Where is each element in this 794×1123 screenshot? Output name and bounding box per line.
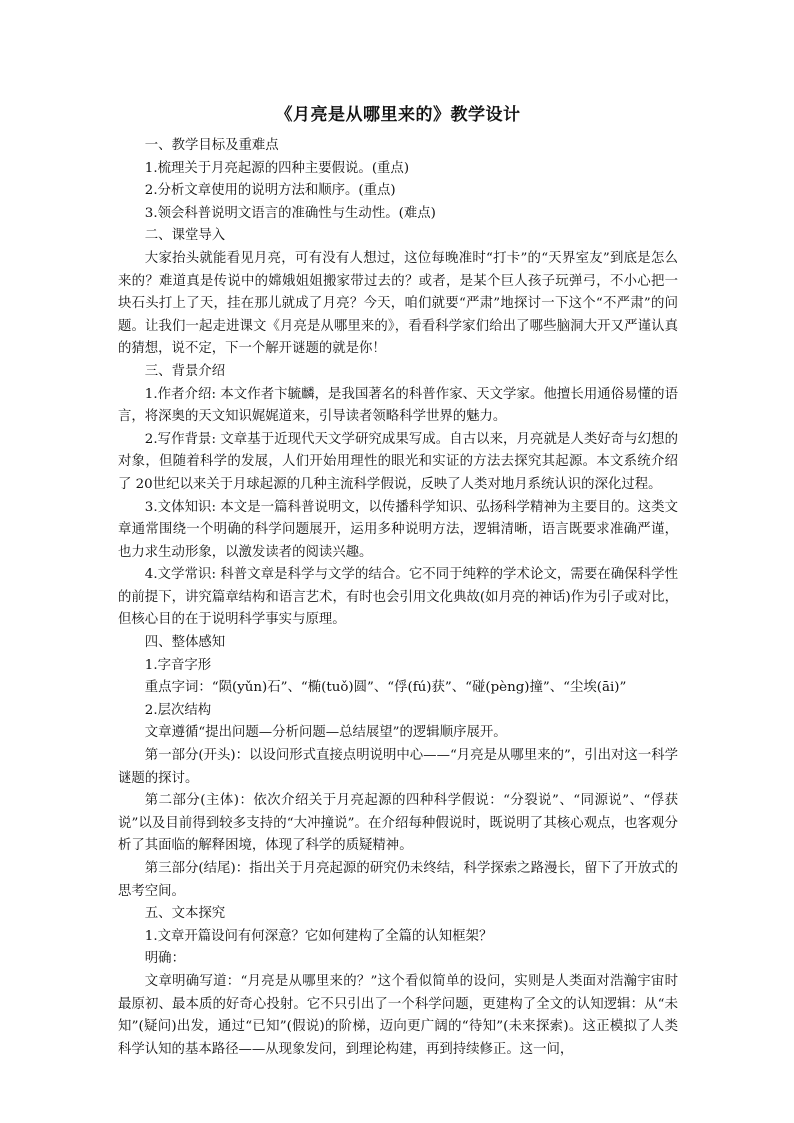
- section-heading: 一、教学目标及重难点: [144, 138, 279, 153]
- section-heading: 二、课堂导入: [144, 228, 226, 244]
- paragraph: 3.领会科普说明文语言的准确性与生动性。(难点): [144, 205, 436, 221]
- paragraph: 第一部分(开头)：以设问形式直接点明说明中心——“月亮是从哪里来的”，引出对这一科学谜题的探讨。: [118, 748, 678, 786]
- paragraph: 2.写作背景: 文章基于近现代天文学研究成果写成。自古以来，月亮就是人类好奇与幻想的对象，但随着科学的发展，人们开始用理性的眼光和实证的方法去探究其起源。本文系统介绍了 20世纪以来关于月球起源的几种主流科学假说，反映了人类对地月系统认识的深化过程。: [118, 431, 678, 492]
- paragraph: 1.梳理关于月亮起源的四种主要假说。(重点): [144, 160, 410, 176]
- section-heading: 三、背景介绍: [144, 363, 226, 379]
- section-heading: 四、整体感知: [144, 635, 226, 651]
- section-heading: 五、文本探究: [144, 906, 226, 922]
- document-body: [118, 135, 678, 1061]
- paragraph: 2.层次结构: [144, 702, 212, 718]
- paragraph: 3.文体知识: 本文是一篇科普说明文，以传播科学知识、弘扬科学精神为主要目的。这类文章通常围绕一个明确的科学问题展开，运用多种说明方法，逻辑清晰，语言既要求准确严谨，也力求生动形象，以激发读者的阅读兴趣。: [118, 499, 678, 560]
- paragraph: 4.文学常识: 科普文章是科学与文学的结合。它不同于纯粹的学术论文，需要在确保科学性的前提下，讲究篇章结构和语言艺术，有时也会引用文化典故(如月亮的神话)作为引子或对比，但核心目的在于说明科学事实与原理。: [118, 567, 678, 628]
- paragraph: 第三部分(结尾)：指出关于月亮起源的研究仍未终结，科学探索之路漫长，留下了开放式的思考空间。: [118, 861, 678, 899]
- paragraph: 明确：: [144, 951, 185, 967]
- paragraph: 第二部分(主体)：依次介绍关于月亮起源的四种科学假说：“分裂说”、“同源说”、“俘获说”以及目前得到较多支持的“大冲撞说”。在介绍每种假说时，既说明了其核心观点，也客观分析了其面临的解释困境，体现了科学的质疑精神。: [118, 793, 678, 854]
- paragraph: 重点字词：“陨(yǔn)石”、“椭(tuǒ)圆”、“俘(fú)获”、“碰(pèng)撞”、“尘埃(āi)”: [144, 680, 627, 696]
- document-title: 《月亮是从哪里来的》教学设计: [275, 105, 521, 125]
- paragraph: 1.文章开篇设问有何深意？它如何建构了全篇的认知框架？: [144, 928, 493, 944]
- paragraph: 文章明确写道：“月亮是从哪里来的？”这个看似简单的设问，实则是人类面对浩瀚宇宙时最原初、最本质的好奇心投射。它不只引出了一个科学问题，更建构了全文的认知逻辑：从“未知”(疑问)出发，通过“已知”(假说)的阶梯，迈向更广阔的“待知”(未来探索)。这正模拟了人类科学认知的基本路径——从现象发问，到理论构建，再到持续修正。这一问，: [118, 973, 678, 1057]
- paragraph: 2.分析文章使用的说明方法和顺序。(重点): [144, 183, 396, 199]
- paragraph: 1.作者介绍: 本文作者卞毓麟，是我国著名的科普作家、天文学家。他擅长用通俗易懂的语言，将深奥的天文知识娓娓道来，引导读者领略科学世界的魅力。: [118, 386, 678, 425]
- paragraph: 1.字音字形: [144, 657, 212, 673]
- paragraph: 大家抬头就能看见月亮，可有没有人想过，这位每晚准时“打卡”的“天界室友”到底是怎么来的？难道真是传说中的嫦娥姐姐搬家带过去的？或者，是某个巨人孩子玩弹弓，不小心把一块石头打上了天，挂在那儿就成了月亮？今天，咱们就要“严肃”地探讨一下这个“不严肃”的问题。让我们一起走进课文《月亮是从哪里来的》，看看科学家们给出了哪些脑洞大开又严谨认真的猜想，说不定，下一个解开谜题的就是你！: [118, 250, 678, 357]
- paragraph: 文章遵循“提出问题—分析问题—总结展望”的逻辑顺序展开。: [144, 725, 507, 741]
